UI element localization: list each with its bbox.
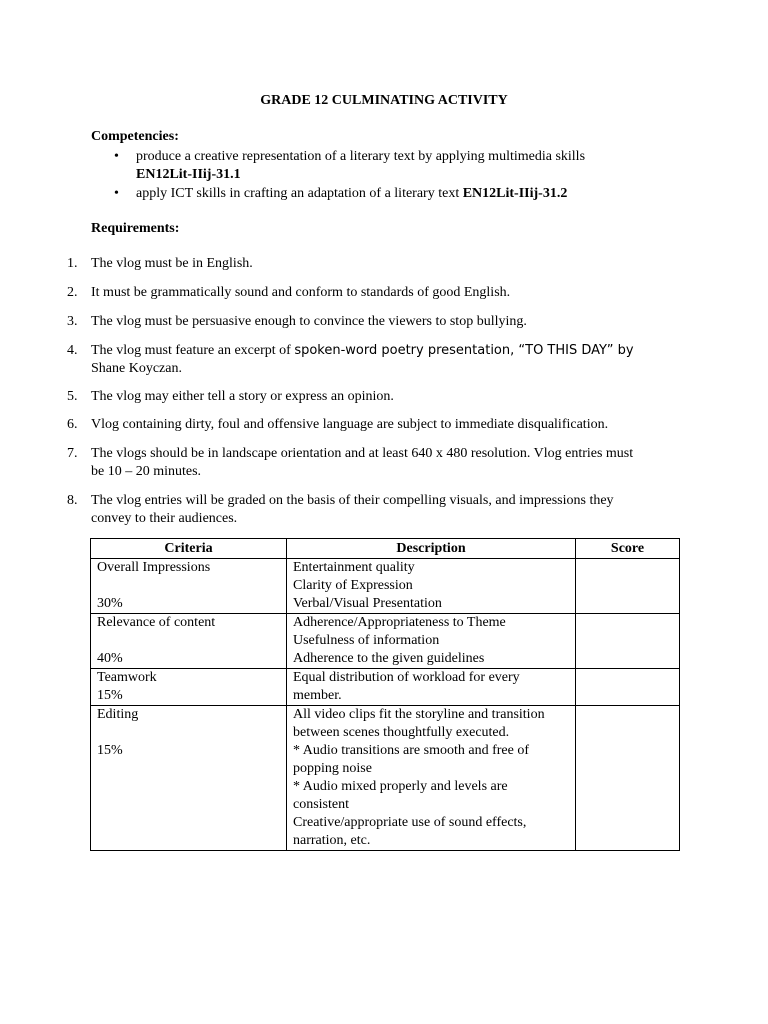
- description-line: between scenes thoughtfully executed.: [293, 725, 510, 740]
- requirement-number: 6.: [67, 417, 78, 432]
- score-cell[interactable]: [576, 706, 680, 851]
- criteria-cell: [91, 669, 287, 706]
- competency-item-2: [114, 185, 696, 203]
- requirement-number: 7.: [67, 446, 78, 461]
- competency-code: EN12Lit-IIij-31.1: [136, 167, 241, 182]
- rubric-header-row: [91, 539, 680, 559]
- description-header: Description: [287, 539, 576, 559]
- requirement-number: 4.: [67, 343, 78, 358]
- description-cell: [287, 706, 576, 851]
- requirement-number: 3.: [67, 314, 78, 329]
- criteria-name: Editing: [97, 707, 139, 722]
- requirement-item-6: [67, 416, 691, 434]
- description-line: All video clips fit the storyline and transition: [293, 707, 545, 722]
- description-line: Adherence/Appropriateness to Theme: [293, 615, 506, 630]
- description-line: Adherence to the given guidelines: [293, 651, 485, 666]
- requirement-item-1: [67, 255, 691, 273]
- criteria-header: Criteria: [91, 539, 287, 559]
- score-header: Score: [576, 539, 680, 559]
- description-line: member.: [293, 688, 342, 703]
- description-line: Verbal/Visual Presentation: [293, 596, 442, 611]
- description-line: narration, etc.: [293, 833, 371, 848]
- requirement-item-8: [67, 492, 711, 528]
- bullet-icon: •: [114, 186, 119, 201]
- table-row: [91, 614, 680, 669]
- requirement-number: 2.: [67, 285, 78, 300]
- table-row: [91, 706, 680, 851]
- requirement-text: The vlog must be in English.: [91, 256, 253, 271]
- requirement-number: 5.: [67, 389, 78, 404]
- criteria-weight: 15%: [97, 688, 123, 703]
- requirement-text: be 10 – 20 minutes.: [91, 464, 202, 479]
- score-cell[interactable]: [576, 614, 680, 669]
- requirement-text: convey to their audiences.: [91, 511, 238, 526]
- criteria-weight: 40%: [97, 651, 123, 666]
- competency-text: produce a creative representation of a literary text by applying multimedia skills: [136, 149, 586, 164]
- requirement-item-5: [67, 388, 691, 406]
- description-cell: [287, 669, 576, 706]
- description-line: popping noise: [293, 761, 372, 776]
- description-line: Clarity of Expression: [293, 578, 413, 593]
- requirement-text: The vlogs should be in landscape orientation and at least 640 x 480 resolution. Vlog entries must: [91, 446, 634, 461]
- criteria-weight: 30%: [97, 596, 123, 611]
- description-line: * Audio mixed properly and levels are: [293, 779, 508, 794]
- description-cell: [287, 614, 576, 669]
- requirement-text: The vlog entries will be graded on the basis of their compelling visuals, and impressions they: [91, 493, 614, 508]
- table-row: [91, 559, 680, 614]
- requirement-item-7: [67, 445, 711, 481]
- bullet-icon: •: [114, 149, 119, 164]
- requirement-item-2: [67, 284, 691, 302]
- description-line: consistent: [293, 797, 349, 812]
- competency-code: EN12Lit-IIij-31.2: [462, 186, 568, 201]
- description-line: * Audio transitions are smooth and free of: [293, 743, 530, 758]
- competency-item-1: [114, 148, 696, 184]
- criteria-name: Teamwork: [97, 670, 157, 685]
- description-cell: [287, 559, 576, 614]
- score-cell[interactable]: [576, 669, 680, 706]
- requirement-number: 1.: [67, 256, 78, 271]
- criteria-cell: [91, 559, 287, 614]
- criteria-name: Relevance of content: [97, 615, 216, 630]
- description-line: Equal distribution of workload for every: [293, 670, 520, 685]
- document-title: GRADE 12 CULMINATING ACTIVITY: [260, 93, 508, 108]
- requirement-text: The vlog must be persuasive enough to convince the viewers to stop bullying.: [91, 314, 527, 329]
- criteria-name: Overall Impressions: [97, 560, 211, 575]
- competency-text: apply ICT skills in crafting an adaptation of a literary text: [136, 186, 460, 201]
- requirement-text: The vlog may either tell a story or express an opinion.: [91, 389, 394, 404]
- requirement-text: The vlog must feature an excerpt of: [91, 343, 295, 358]
- requirement-text: Shane Koyczan.: [91, 361, 182, 376]
- requirement-item-4: [67, 342, 691, 378]
- competencies-heading: Competencies:: [91, 129, 179, 144]
- description-line: Creative/appropriate use of sound effects,: [293, 815, 527, 830]
- table-row: [91, 669, 680, 706]
- score-cell[interactable]: [576, 559, 680, 614]
- criteria-weight: 15%: [97, 743, 123, 758]
- requirement-item-3: [67, 313, 691, 331]
- requirement-text: Vlog containing dirty, foul and offensive language are subject to immediate disqualification.: [91, 417, 609, 432]
- requirement-number: 8.: [67, 493, 78, 508]
- requirement-text: It must be grammatically sound and conform to standards of good English.: [91, 285, 511, 300]
- criteria-cell: [91, 706, 287, 851]
- rubric-table: [90, 538, 680, 851]
- requirements-heading: Requirements:: [91, 221, 180, 236]
- requirement-text-alt-font: spoken-word poetry presentation, “TO THIS DAY” by: [294, 343, 634, 358]
- description-line: Entertainment quality: [293, 560, 415, 575]
- description-line: Usefulness of information: [293, 633, 440, 648]
- criteria-cell: [91, 614, 287, 669]
